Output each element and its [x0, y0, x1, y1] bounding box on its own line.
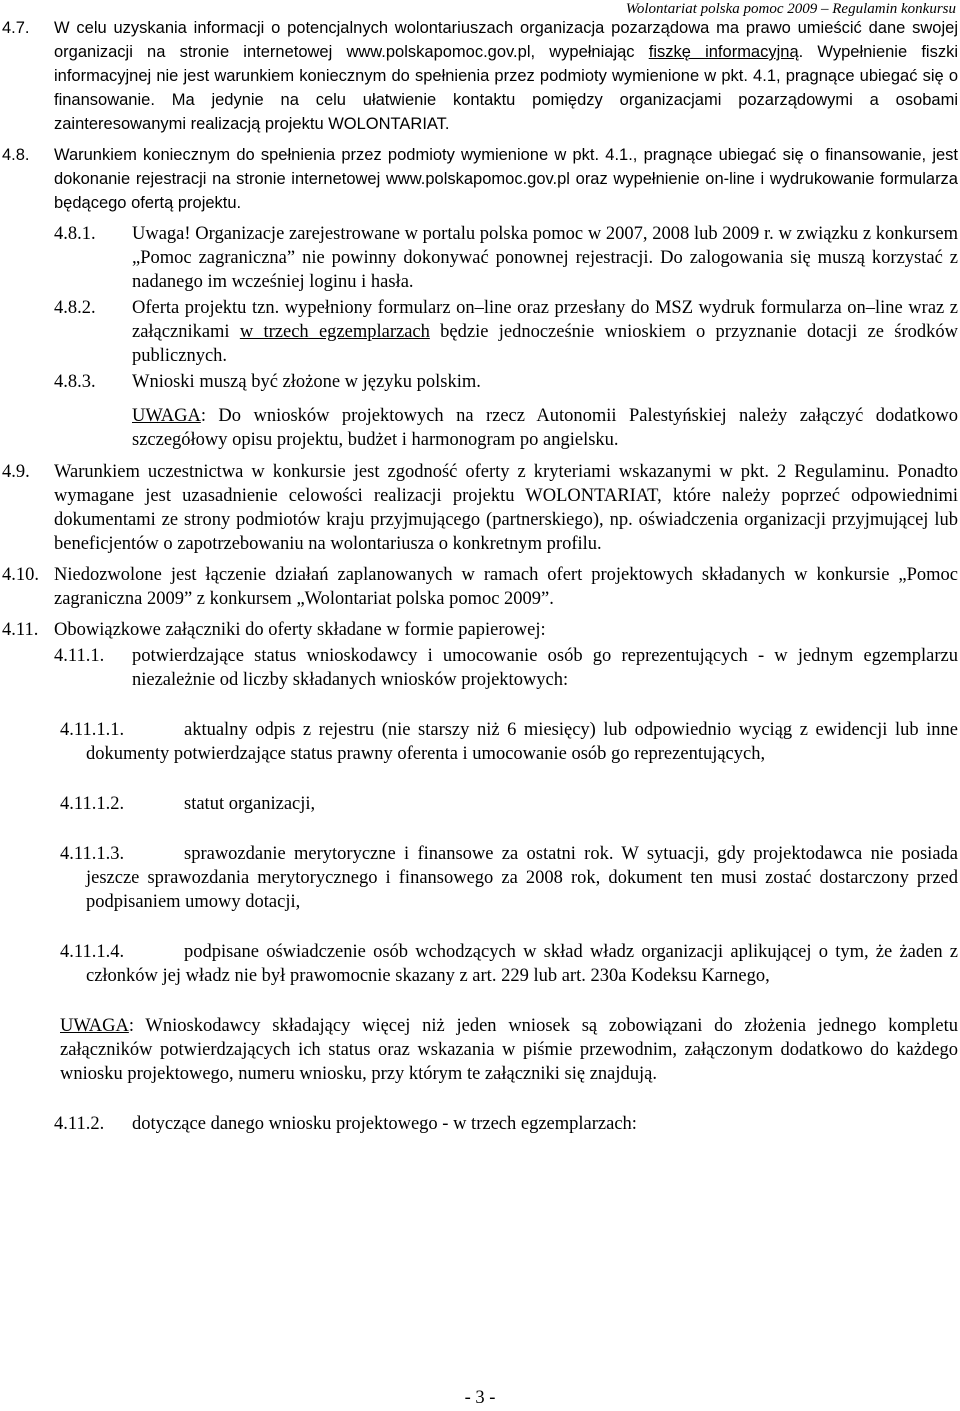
- page-number: - 3 -: [464, 1388, 496, 1408]
- section-text: Obowiązkowe załączniki do oferty składane w formie papierowej:: [54, 620, 546, 640]
- section-text: sprawozdanie merytoryczne i finansowe za ostatni rok. W sytuacji, gdy projektodawca nie posiada jeszcze sprawozdania merytorycznego i finansowego za 2008 rok, dokument ten musi zostać dostarczony przed podpisaniem umowy dotacji,: [86, 844, 958, 912]
- section-number: 4.10.: [2, 565, 39, 585]
- uwaga-palestyna: UWAGA: Do wniosków projektowych na rzecz Autonomii Palestyńskiej należy załączyć dodatkowo szczegółowy opisu projektu, budżet i harmonogram po angielsku.: [132, 406, 958, 450]
- section-number: 4.9.: [2, 462, 30, 482]
- section-4-8-2: [54, 296, 958, 368]
- uwaga-label: UWAGA: [60, 1016, 129, 1036]
- section-4-11-1-1: [60, 718, 958, 766]
- section-number: 4.11.1.4.: [60, 942, 125, 962]
- section-4-11-1-4: [60, 940, 958, 988]
- section-4-8-3: [54, 370, 958, 394]
- section-4-11-1: [54, 644, 958, 692]
- section-text: statut organizacji,: [184, 794, 316, 814]
- section-4-7: [2, 16, 958, 136]
- section-text: Uwaga! Organizacje zarejestrowane w portalu polska pomoc w 2007, 2008 lub 2009 r. w związku z konkursem „Pomoc zagraniczna” nie powinny dokonywać ponownej rejestracji. Do zalogowania się muszą korzystać z nadanego im wcześniej loginu i hasła.: [132, 224, 958, 292]
- section-number: 4.11.1.3.: [60, 844, 125, 864]
- section-number: 4.11.: [2, 620, 39, 640]
- document-page: [0, 16, 958, 1136]
- fiszka-link[interactable]: fiszkę informacyjną: [648, 43, 799, 61]
- section-4-11-1-3: [60, 842, 958, 914]
- section-text: Wnioski muszą być złożone w języku polskim.: [132, 372, 481, 392]
- section-number: 4.8.: [2, 146, 30, 164]
- uwaga-label: UWAGA: [132, 406, 201, 426]
- section-4-10: [2, 563, 958, 611]
- section-text: Oferta projektu tzn. wypełniony formularz on–line oraz przesłany do MSZ wydruk formularza on–line wraz z załącznikami w trzech egzemplarzach będzie jednocześnie wnioskiem o przyznanie dotacji ze środków publicznych.: [132, 298, 958, 366]
- running-header: Wolontariat polska pomoc 2009 – Regulamin konkursu: [625, 1, 956, 17]
- section-number: 4.8.3.: [54, 372, 96, 392]
- section-4-9: [2, 460, 958, 556]
- section-text: W celu uzyskania informacji o potencjalnych wolontariuszach organizacja pozarządowa ma prawo umieścić dane swojej organizacji na stronie internetowej www.polskapomoc.gov.pl, wypełniając fiszkę informacyjną. Wypełnienie fiszki informacyjnej nie jest warunkiem koniecznym do spełnienia przez podmioty wymienione w pkt. 4.1, pragnące ubiegać się o finansowanie. Ma jedynie na celu ułatwienie kontaktu pomiędzy organizacjami pozarządowymi a osobami zainteresowanymi realizacją projektu WOLONTARIAT.: [54, 19, 958, 133]
- section-4-11-2: [54, 1112, 958, 1136]
- section-4-11: [2, 618, 958, 642]
- section-number: 4.11.1.: [54, 646, 105, 666]
- section-4-8: [2, 143, 958, 215]
- section-number: 4.11.2.: [54, 1114, 105, 1134]
- uwaga-wnioskodawcy: UWAGA: Wnioskodawcy składający więcej niż jeden wniosek są zobowiązani do złożenia jednego kompletu załączników potwierdzających ich status oraz wskazania w piśmie przewodnim, załączonym dodatkowo do każdego wniosku projektowego, numeru wniosku, przy którym te załączniki się znajdują.: [60, 1016, 958, 1084]
- underlined-phrase: w trzech egzemplarzach: [239, 322, 430, 342]
- section-number: 4.11.1.1.: [60, 720, 125, 740]
- section-text: Warunkiem koniecznym do spełnienia przez podmioty wymienione w pkt. 4.1., pragnące ubiegać się o finansowanie, jest dokonanie rejestracji na stronie internetowej www.polskapomoc.gov.pl oraz wypełnienie on-line i wydrukowanie formularza będącego ofertą projektu.: [54, 146, 958, 212]
- section-number: 4.7.: [2, 19, 30, 37]
- section-text: dotyczące danego wniosku projektowego - w trzech egzemplarzach:: [132, 1114, 637, 1134]
- section-number: 4.8.1.: [54, 224, 96, 244]
- section-number: 4.11.1.2.: [60, 794, 125, 814]
- section-text: potwierdzające status wnioskodawcy i umocowanie osób go reprezentujących - w jednym egzemplarzu niezależnie od liczby składanych wniosków projektowych:: [132, 646, 958, 690]
- section-text: Warunkiem uczestnictwa w konkursie jest zgodność oferty z kryteriami wskazanymi w pkt. 2 Regulaminu. Ponadto wymagane jest uzasadnienie celowości realizacji projektu WOLONTARIAT, które należy poprzeć odpowiednimi dokumentami ze strony podmiotów kraju przyjmującego (partnerskiego), np. oświadczenia organizacji przyjmującej lub beneficjentów o zapotrzebowaniu na wolontariusza o konkretnym profilu.: [54, 462, 958, 554]
- section-text: aktualny odpis z rejestru (nie starszy niż 6 miesięcy) lub odpowiednio wyciąg z ewidencji lub inne dokumenty potwierdzające status prawny oferenta i umocowanie osób go reprezentujących,: [86, 720, 958, 764]
- section-4-11-1-2: [60, 792, 958, 816]
- section-4-8-1: [54, 222, 958, 294]
- section-text: podpisane oświadczenie osób wchodzących w skład władz organizacji aplikującej o tym, że żaden z członków jej władz nie był prawomocnie skazany z art. 229 lub art. 230a Kodeksu Karnego,: [86, 942, 958, 986]
- section-text: Niedozwolone jest łączenie działań zaplanowanych w ramach ofert projektowych składanych w konkursie „Pomoc zagraniczna 2009” z konkursem „Wolontariat polska pomoc 2009”.: [54, 565, 958, 609]
- section-number: 4.8.2.: [54, 298, 96, 318]
